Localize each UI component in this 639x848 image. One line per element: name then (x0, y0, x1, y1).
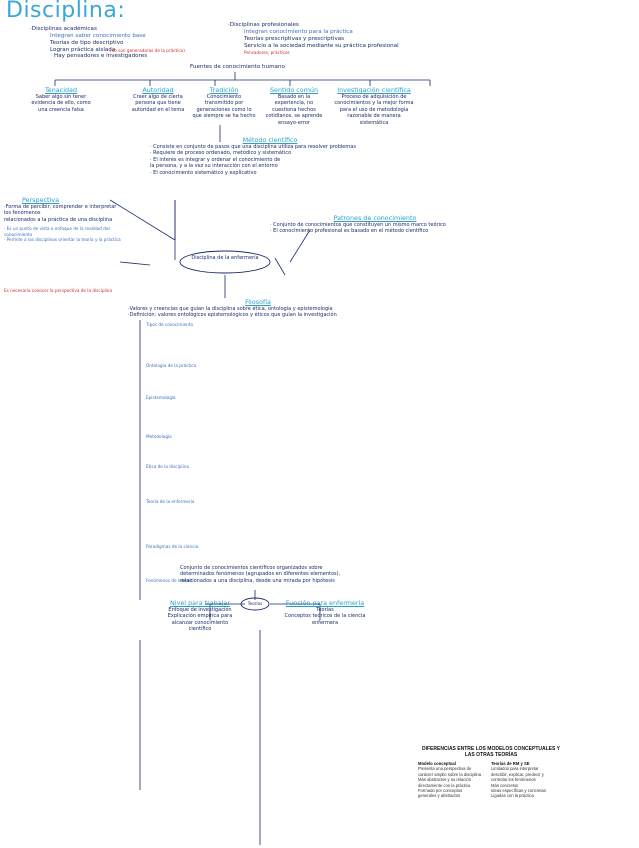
table-cell: Más concretos (491, 782, 519, 788)
table-col-theories (491, 761, 564, 799)
perspective-line: ·Forma de percibir, comprender e interpretar los fenómenos (4, 204, 117, 217)
table-cell: controlar los fenómenos (491, 777, 536, 783)
perspective-line: relacionados a la práctica de una disciplina (4, 216, 113, 223)
scientific-line: · Consiste en conjunto de pasos que una disciplina utiliza para resolver problemas (150, 144, 356, 150)
scientific-line: · El conocimiento sistemático y explicativo (150, 169, 257, 176)
table-cell: carácter amplio sobre la disciplina (418, 771, 482, 777)
academic-item: Hay pensadores e investigadores (54, 53, 148, 60)
table-col-header: Modelo conceptual (418, 761, 456, 766)
philosophy-sub: Epistemología (146, 394, 176, 400)
professional-disciplines (228, 22, 428, 55)
philosophy-sub: Teoría de la enfermería (146, 499, 195, 505)
comparison-table (418, 746, 564, 799)
table-cell: generales y abstractos (418, 793, 461, 799)
philosophy-heading: Filosofía (245, 298, 271, 306)
source-text: Basado en la experiencia, no cuestiona hechos cotidianos, se aprende ensayo-error (265, 94, 323, 126)
professional-item: Integran conocimiento para la práctica (244, 29, 353, 35)
perspective-line: · Es un punto de vista o enfoque de la realidad del conocimiento (4, 226, 110, 237)
scientific-heading: Método científico (242, 136, 298, 144)
scientific-line: · Requiere de proceso ordenado, metódico y sistemático (150, 150, 292, 157)
perspective (4, 196, 124, 294)
paradigm-line: · Conjunto de conocimientos que constituyen un mismo marco teórico (270, 222, 446, 228)
source-title: Tradición (209, 86, 239, 94)
theory-left-sub: Enfoque de investigación (168, 607, 232, 613)
table-cell: Ligadas con la práctica (491, 793, 534, 799)
theory-left-head: Nivel para trabajar (170, 599, 230, 607)
theory-center-node: Teorías (247, 601, 263, 606)
table-cell: Formado por conceptos (418, 788, 463, 794)
theory-right-head: Función para enfermería (285, 599, 365, 607)
paradigm-line: · El conocimiento profesional es basado en el método científico (270, 228, 429, 235)
table-cell: Limitados para interpretar (491, 766, 539, 772)
philosophy-sub: Fenómenos de interés (146, 577, 193, 583)
source-common-sense (262, 86, 326, 126)
table-cell: Más abstractos y su relación (418, 777, 472, 783)
source-title: Sentido común (269, 86, 319, 94)
paradigm-heading: Patrones de conocimiento (333, 214, 417, 222)
perspective-line: · Permite a las disciplinas orientar la teoría y la práctica (4, 237, 121, 243)
theory-right (280, 599, 370, 626)
table-col-header: Teorías de RM y SE (491, 761, 530, 766)
professional-item: Servicio a la sociedad mediante su práctica profesional (244, 43, 399, 49)
source-tenacity (30, 86, 92, 113)
source-text: Saber algo sin tener evidencia de ello, como una creencia falsa (31, 94, 91, 113)
academic-disciplines (30, 26, 240, 60)
table-col-conceptual (418, 761, 491, 799)
perspective-red-note: Es necesario conocer la perspectiva de la disciplina (4, 288, 113, 294)
source-title: Tenacidad (44, 86, 78, 94)
source-text: Conocimiento transmitido por generaciones como lo que siempre se ha hecho (192, 94, 256, 120)
source-title: Autoridad (142, 86, 174, 94)
scientific-line: la persona, y a la vez su interacción con el entorno (150, 163, 278, 170)
philosophy-sub: Ética de la disciplina (146, 463, 189, 469)
source-title: Investigación científica (337, 86, 411, 94)
academic-item: Integran saber conocimiento base (50, 33, 146, 39)
theory-right-sub: Teorías (316, 607, 334, 613)
paradigm (270, 214, 480, 235)
academic-item: Logran práctica aislada (50, 47, 116, 53)
theory-right-text: Conceptos teóricos de la ciencia enfermera (284, 613, 366, 626)
source-research (334, 86, 414, 126)
academic-red-note: (no son generadoras de la práctica) (110, 48, 185, 53)
philosophy-sub: Paradigmas de la ciencia (146, 544, 199, 550)
theory-left (160, 599, 240, 633)
table-cell: directamente con la práctica (418, 782, 471, 788)
center-node: Disciplina de la enfermería (191, 255, 259, 261)
theory-left-text: Explicación empírica para alcanzar conocimiento científico (167, 613, 233, 633)
professional-item: Teorías prescriptivas y prescriptivas (244, 36, 345, 42)
perspective-heading: Perspectiva (22, 196, 59, 204)
professional-heading: ·Disciplinas profesionales (228, 22, 299, 28)
philosophy-sub: Ontología de la práctica (146, 363, 197, 369)
source-text: Creer algo de cierta persona que tiene autoridad en el tema (131, 94, 185, 113)
philosophy-subs (146, 322, 406, 583)
philosophy (128, 298, 388, 319)
philosophy-sub: Tipos de conocimiento (146, 322, 194, 327)
scientific-method (150, 136, 390, 176)
table-cell: Ideas específicas y concretas (491, 788, 546, 794)
academic-heading: ·Disciplinas académicas (30, 26, 97, 32)
academic-item: Teorías de tipo descriptivo (50, 40, 124, 46)
professional-item: Pensadores, prácticos (244, 50, 290, 55)
page-title: Disciplina: (6, 0, 126, 23)
table-cell: describir, explicar, predecir y (491, 771, 544, 777)
theory-intro: Conjunto de conocimientos científicos organizados sobre determinados fenómenos (agrupados en diferentes elementos), relacionados a una disciplina, desde una mirada por hipótesis (180, 565, 341, 584)
philosophy-line: ·Valores y creencias que guían la disciplina sobre ética, ontología y epistemología (128, 306, 333, 312)
philosophy-sub: Metodología (146, 434, 172, 440)
source-authority (128, 86, 188, 113)
table-cell: Presenta una perspectiva de (418, 766, 472, 772)
source-text: Proceso de adquisición de conocimientos y la mejor forma para el uso de metodología razonable de manera sistemática (334, 94, 414, 126)
philosophy-line: ·Definición: valores ontológicos epistemológicos y éticos que guían la investigación (128, 312, 337, 319)
scientific-line: · El interés es integrar y ordenar el conocimiento de (150, 156, 281, 163)
source-tradition (192, 86, 256, 120)
sources-heading: Fuentes de conocimiento humano (190, 64, 285, 70)
table-title: DIFERENCIAS ENTRE LOS MODELOS CONCEPTUALES Y LAS OTRAS TEORÍAS (422, 746, 560, 758)
